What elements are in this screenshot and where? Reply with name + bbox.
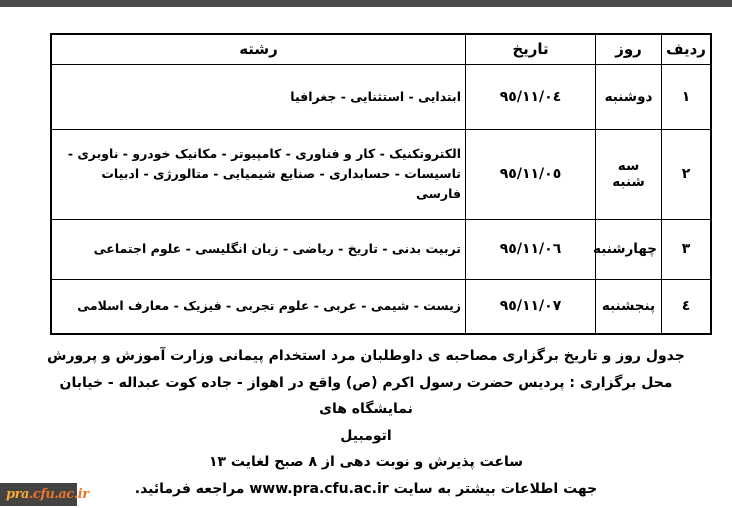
- cell-rooz: پنجشنبه: [596, 279, 662, 334]
- watermark-suffix: .cfu.ac.ir: [28, 487, 89, 502]
- note-hours-line: ساعت پذیرش و نوبت دهی از ٨ صبح لغایت ١٣: [208, 454, 524, 470]
- cell-reshteh: ابتدایی - استثنایی - جغرافیا: [51, 64, 466, 129]
- table-row: [51, 219, 711, 279]
- cell-reshteh: زیست - شیمی - عربی - علوم تجربی - فیزیک - معارف اسلامی: [51, 279, 466, 334]
- header-tarikh: تاریخ: [466, 34, 596, 64]
- cell-tarikh: ٩٥/١١/٠٥: [466, 129, 596, 219]
- top-bar: [0, 0, 732, 7]
- header-rooz: روز: [596, 34, 662, 64]
- cell-rooz: سه شنبه: [596, 129, 662, 219]
- table-row: [51, 64, 711, 129]
- cell-tarikh: ٩٥/١١/٠٤: [466, 64, 596, 129]
- header-reshteh: رشته: [51, 34, 466, 64]
- table-row: [51, 129, 711, 219]
- cell-radif: ١: [662, 64, 712, 129]
- cell-radif: ٣: [662, 219, 712, 279]
- note-location-line: محل برگزاری : پردیس حضرت رسول اکرم (ص) واقع در اهواز - جاده کوت عبداله - خیابان نمایشگاه های: [59, 374, 673, 417]
- site-watermark: [0, 483, 89, 506]
- cell-rooz: چهارشنبه: [596, 219, 662, 279]
- table-header-row: [51, 34, 711, 64]
- cell-tarikh: ٩٥/١١/٠٧: [466, 279, 596, 334]
- cell-radif: ٢: [662, 129, 712, 219]
- cell-rooz: دوشنبه: [596, 64, 662, 129]
- cell-tarikh: ٩٥/١١/٠٦: [466, 219, 596, 279]
- interview-schedule-table: [50, 33, 712, 335]
- watermark-prefix: pra: [6, 487, 29, 502]
- note-location-line-2: اتومبیل: [340, 427, 392, 444]
- cell-reshteh: تربیت بدنی - تاریخ - ریاضی - زبان انگلیسی - علوم اجتماعی: [51, 219, 466, 279]
- table-row: [51, 279, 711, 334]
- header-radif: ردیف: [662, 34, 712, 64]
- cell-reshteh: الکتروتکنیک - کار و فناوری - کامپیوتر - مکانیک خودرو - ناوبری - تاسیسات - حسابداری - صنایع شیمیایی - متالورژی - ادبیات فارسی: [51, 129, 466, 219]
- note-website-line: جهت اطلاعات بیشتر به سایت www.pra.cfu.ac.ir مراجعه فرمائید.: [134, 480, 598, 497]
- note-title-line: جدول روز و تاریخ برگزاری مصاحبه ی داوطلبان مرد استخدام پیمانی وزارت آموزش و پرورش: [47, 348, 685, 364]
- cell-radif: ٤: [662, 279, 712, 334]
- notes-block: [28, 343, 704, 502]
